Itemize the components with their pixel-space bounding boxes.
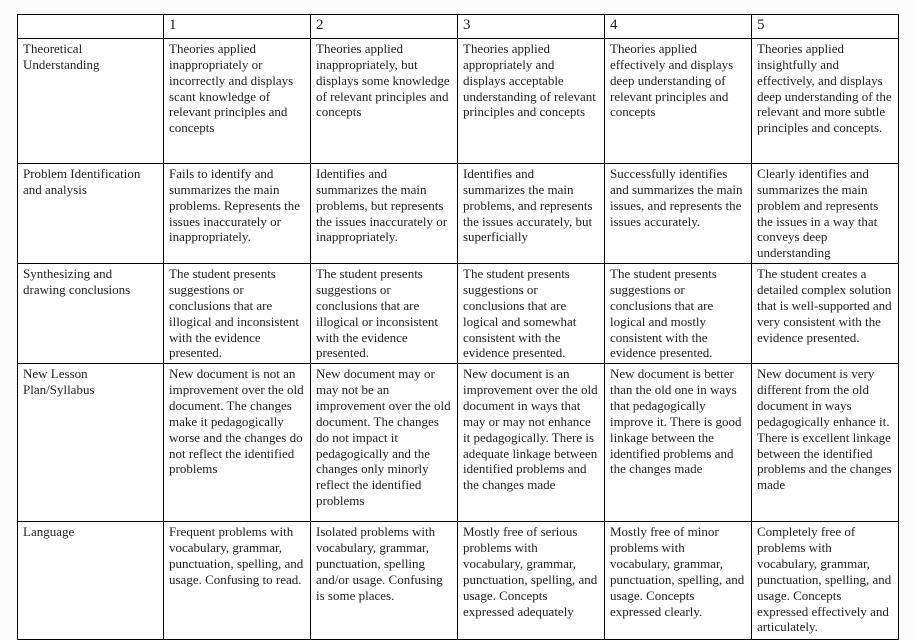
table-row-new-lesson-plan <box>18 364 899 522</box>
rubric-cell: Clearly identifies and summarizes the main problem and represents the issues in a way that conveys deep understanding <box>752 164 899 264</box>
score-header-2: 2 <box>311 15 458 39</box>
rubric-cell: Fails to identify and summarizes the main problems. Represents the issues inaccurately or inappropriately. <box>164 164 311 264</box>
rubric-cell: Successfully identifies and summarizes the main issues, and represents the issues accurately. <box>605 164 752 264</box>
rubric-cell: Identifies and summarizes the main problems, but represents the issues inaccurately or inappropriately. <box>311 164 458 264</box>
rubric-cell: Theories applied effectively and displays deep understanding of relevant principles and concepts <box>605 39 752 164</box>
rubric-cell: Theories applied inappropriately or incorrectly and displays scant knowledge of relevant principles and concepts <box>164 39 311 164</box>
rubric-cell: The student presents suggestions or conclusions that are logical and mostly consistent with the evidence presented. <box>605 264 752 364</box>
rubric-cell: New document is better than the old one in ways that pedagogically improve it. There is good linkage between the identified problems and the changes made <box>605 364 752 522</box>
rubric-cell: The student presents suggestions or conclusions that are logical and somewhat consistent with the evidence presented. <box>458 264 605 364</box>
rubric-table <box>17 14 899 640</box>
rubric-cell: New document is not an improvement over the old document. The changes make it pedagogically worse and the changes do not reflect the identified problems <box>164 364 311 522</box>
criterion-label: Language <box>18 522 164 640</box>
rubric-cell: Theories applied appropriately and displays acceptable understanding of relevant principles and concepts <box>458 39 605 164</box>
rubric-cell: The student presents suggestions or conclusions that are illogical and inconsistent with the evidence presented. <box>164 264 311 364</box>
criterion-label: Problem Identification and analysis <box>18 164 164 264</box>
score-header-3: 3 <box>458 15 605 39</box>
score-header-1: 1 <box>164 15 311 39</box>
score-header-4: 4 <box>605 15 752 39</box>
rubric-cell: Isolated problems with vocabulary, grammar, punctuation, spelling and/or usage. Confusing is some places. <box>311 522 458 640</box>
rubric-cell: Mostly free of minor problems with vocabulary, grammar, punctuation, spelling, and usage. Concepts expressed clearly. <box>605 522 752 640</box>
table-row-problem-identification <box>18 164 899 264</box>
rubric-cell: Frequent problems with vocabulary, grammar, punctuation, spelling, and usage. Confusing to read. <box>164 522 311 640</box>
rubric-cell: Theories applied inappropriately, but displays some knowledge of relevant principles and concepts <box>311 39 458 164</box>
rubric-cell: Theories applied insightfully and effectively, and displays deep understanding of the relevant and more subtle principles and concepts. <box>752 39 899 164</box>
rubric-cell: New document may or may not be an improvement over the old document. The changes do not impact it pedagogically and the changes only minorly reflect the identified problems <box>311 364 458 522</box>
criterion-label: New Lesson Plan/Syllabus <box>18 364 164 522</box>
criterion-header-cell <box>18 15 164 39</box>
rubric-cell: The student presents suggestions or conclusions that are illogical or inconsistent with the evidence presented. <box>311 264 458 364</box>
table-row-language <box>18 522 899 640</box>
rubric-cell: The student creates a detailed complex solution that is well-supported and very consistent with the evidence presented. <box>752 264 899 364</box>
rubric-cell: Identifies and summarizes the main problems, and represents the issues accurately, but superficially <box>458 164 605 264</box>
table-row-theoretical-understanding <box>18 39 899 164</box>
criterion-label: Theoretical Understanding <box>18 39 164 164</box>
table-row-synthesizing-conclusions <box>18 264 899 364</box>
rubric-cell: Completely free of problems with vocabulary, grammar, punctuation, spelling, and usage. Concepts expressed effectively and articulately. <box>752 522 899 640</box>
rubric-cell: New document is an improvement over the old document in ways that may or may not enhance it pedagogically. There is adequate linkage between identified problems and the changes made <box>458 364 605 522</box>
score-header-row <box>18 15 899 39</box>
criterion-label: Synthesizing and drawing conclusions <box>18 264 164 364</box>
rubric-cell: Mostly free of serious problems with vocabulary, grammar, punctuation, spelling, and usage. Concepts expressed adequately <box>458 522 605 640</box>
rubric-cell: New document is very different from the old document in ways pedagogically enhance it. There is excellent linkage between the identified problems and the changes made <box>752 364 899 522</box>
score-header-5: 5 <box>752 15 899 39</box>
